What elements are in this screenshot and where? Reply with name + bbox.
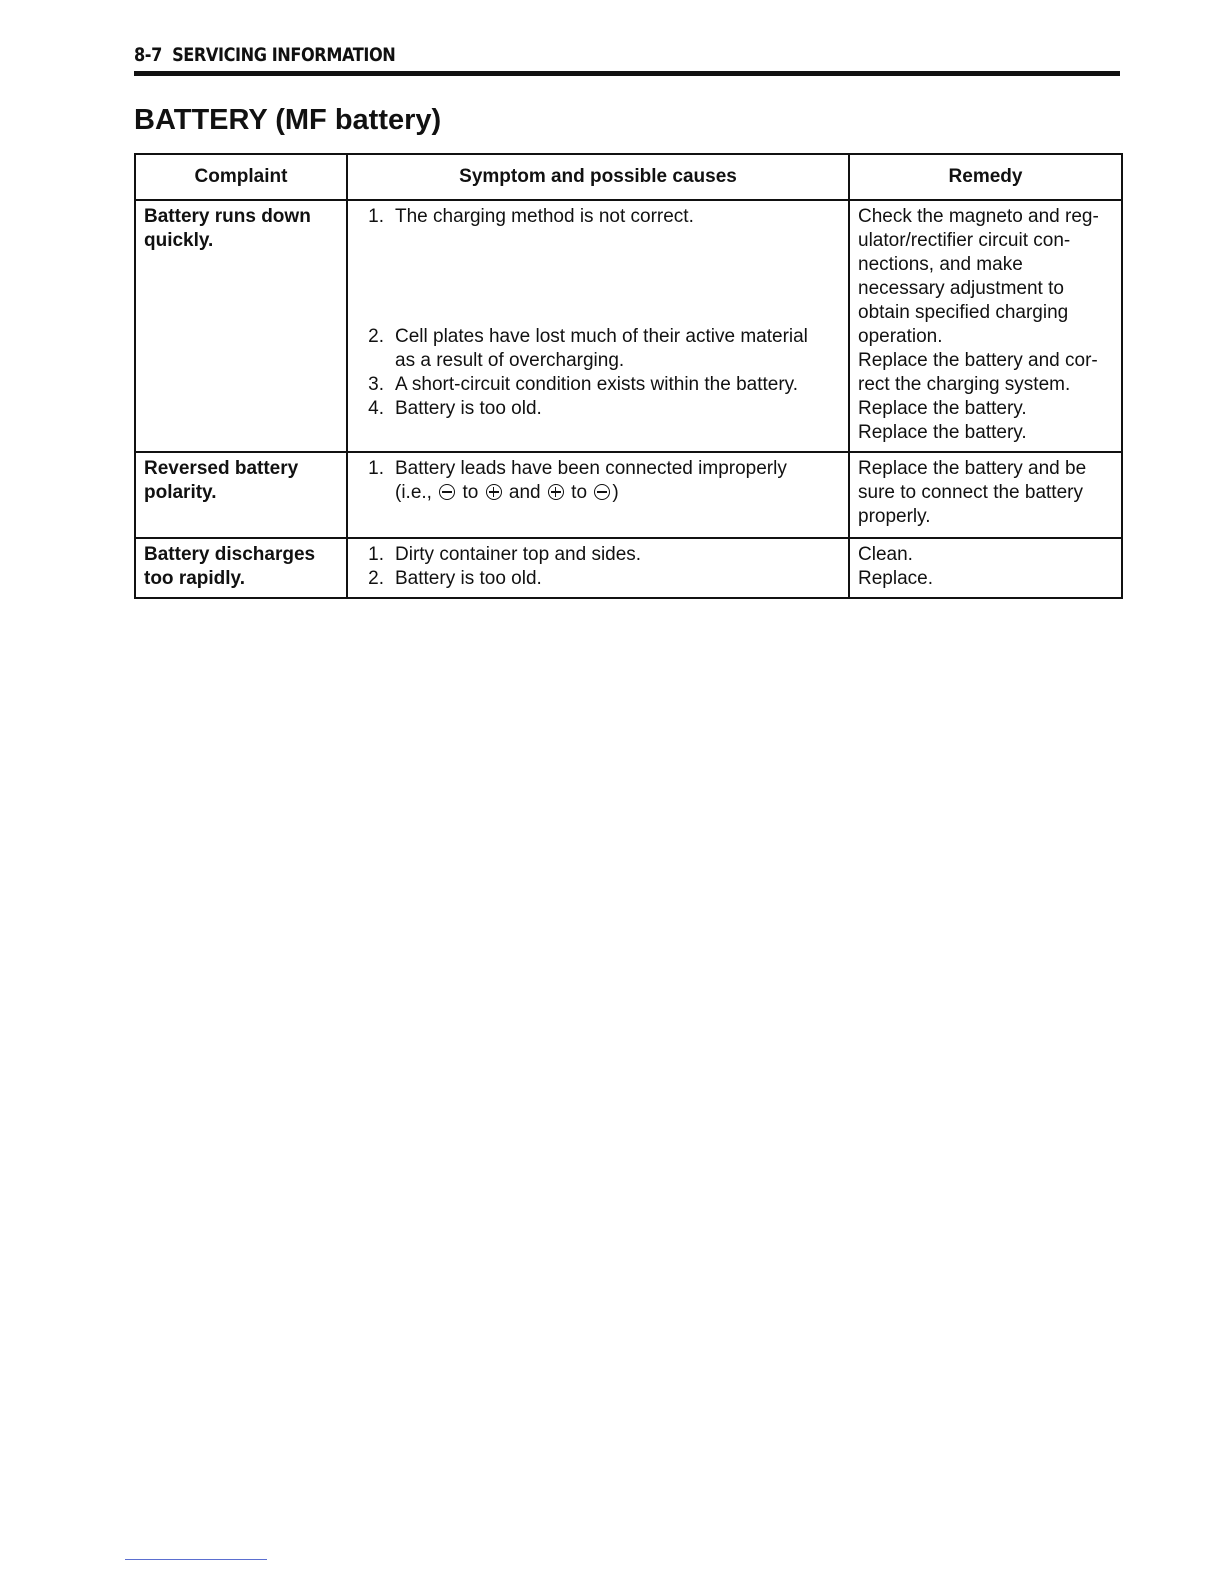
polarity-note: (i.e., to and to ) (395, 482, 619, 503)
remedy-item: Replace. (858, 568, 933, 589)
remedy-item: Replace the battery and cor- rect the charging system. (858, 350, 1098, 395)
footer-line (125, 1559, 267, 1560)
cause-item: 1. Battery leads have been connected improperly (i.e., to and to ) (356, 457, 840, 505)
table-row (135, 452, 1122, 538)
plus-terminal-icon (548, 484, 564, 500)
causes-cell (347, 538, 849, 598)
cause-item: 2. Battery is too old. (368, 568, 542, 589)
column-header-remedy: Remedy (849, 154, 1122, 200)
column-header-complaint: Complaint (135, 154, 347, 200)
column-header-symptom: Symptom and possible causes (347, 154, 849, 200)
cause-item: 4. Battery is too old. (368, 398, 542, 419)
cause-item: 3. A short-circuit condition exists within the battery. (368, 374, 799, 395)
cause-item: 1. Dirty container top and sides. (368, 544, 642, 565)
causes-cell (347, 452, 849, 538)
remedy-cell (849, 452, 1122, 538)
causes-cell (347, 200, 849, 452)
remedy-item: Check the magneto and reg- ulator/rectifier circuit con- nections, and make necessary adjustment to obtain specified charging operation. (858, 206, 1099, 347)
remedy-cell (849, 200, 1122, 452)
complaint-cell: Battery discharges too rapidly. (135, 538, 347, 598)
table-header-row (135, 154, 1122, 200)
remedy-item: Replace the battery. (858, 422, 1027, 443)
remedy-cell (849, 538, 1122, 598)
page-number: 8-7 (134, 44, 162, 66)
complaint-cell: Reversed battery polarity. (135, 452, 347, 538)
table-row (135, 200, 1122, 452)
remedy-item: Replace the battery. (858, 398, 1027, 419)
table-row (135, 538, 1122, 598)
troubleshooting-table (134, 153, 1123, 599)
section-title: SERVICING INFORMATION (172, 44, 396, 66)
page-title: BATTERY (MF battery) (134, 104, 442, 136)
complaint-cell: Battery runs down quickly. (135, 200, 347, 452)
page-header (134, 44, 395, 66)
header-rule (134, 71, 1120, 76)
cause-item: 2. Cell plates have lost much of their active material as a result of overcharging. (368, 326, 808, 371)
plus-terminal-icon (486, 484, 502, 500)
remedy-item: Clean. (858, 544, 913, 565)
remedy-item: Replace the battery and be sure to connect the battery properly. (858, 458, 1087, 527)
minus-terminal-icon (439, 484, 455, 500)
minus-terminal-icon (594, 484, 610, 500)
cause-item: 1. The charging method is not correct. (368, 206, 694, 227)
